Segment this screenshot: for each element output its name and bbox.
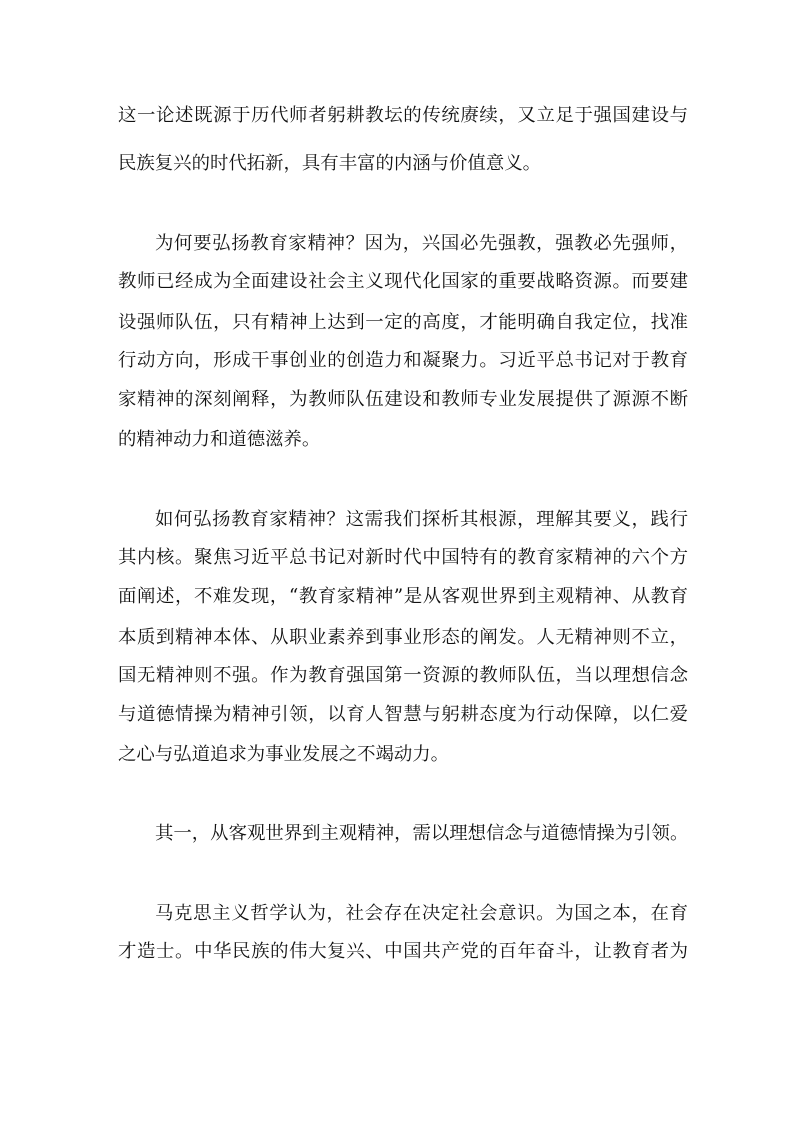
paragraph-3-line-5: 国无精神则不强。作为教育强国第一资源的教师队伍，当以理想信念: [118, 665, 688, 686]
paragraph-3-line-3: 面阐述，不难发现，“教育家精神”是从客观世界到主观精神、从教育: [118, 586, 688, 607]
paragraph-5-line-2: 才造士。中华民族的伟大复兴、中国共产党的百年奋斗，让教育者为: [118, 941, 688, 962]
paragraph-4-line-1: 其一，从客观世界到主观精神，需以理想信念与道德情操为引领。: [155, 823, 689, 844]
paragraph-5-line-1: 马克思主义哲学认为，社会存在决定社会意识。为国之本，在育: [155, 903, 688, 924]
paragraph-3-line-2: 其内核。聚焦习近平总书记对新时代中国特有的教育家精神的六个方: [118, 547, 688, 568]
paragraph-3-line-4: 本质到精神本体、从职业素养到事业形态的阐发。人无精神则不立，: [118, 627, 688, 648]
paragraph-3-line-7: 之心与弘道追求为事业发展之不竭动力。: [118, 744, 450, 765]
paragraph-2-line-5: 家精神的深刻阐释，为教师队伍建设和教师专业发展提供了源源不断: [118, 389, 688, 410]
paragraph-2-line-6: 的精神动力和道德滋养。: [118, 429, 321, 450]
paragraph-1-line-2: 民族复兴的时代拓新，具有丰富的内涵与价值意义。: [118, 153, 541, 174]
paragraph-3-line-6: 与道德情操为精神引领，以育人智慧与躬耕态度为行动保障，以仁爱: [118, 704, 688, 725]
paragraph-3-line-1: 如何弘扬教育家精神？这需我们探析其根源，理解其要义，践行: [155, 509, 688, 530]
paragraph-2-line-1: 为何要弘扬教育家精神？因为，兴国必先强教，强教必先强师，: [155, 233, 688, 254]
paragraph-2-line-4: 行动方向，形成干事创业的创造力和凝聚力。习近平总书记对于教育: [118, 350, 688, 371]
paragraph-2-line-3: 设强师队伍，只有精神上达到一定的高度，才能明确自我定位，找准: [118, 312, 688, 333]
paragraph-1-line-1: 这一论述既源于历代师者躬耕教坛的传统赓续，又立足于强国建设与: [118, 105, 688, 126]
paragraph-2-line-2: 教师已经成为全面建设社会主义现代化国家的重要战略资源。而要建: [118, 271, 688, 292]
